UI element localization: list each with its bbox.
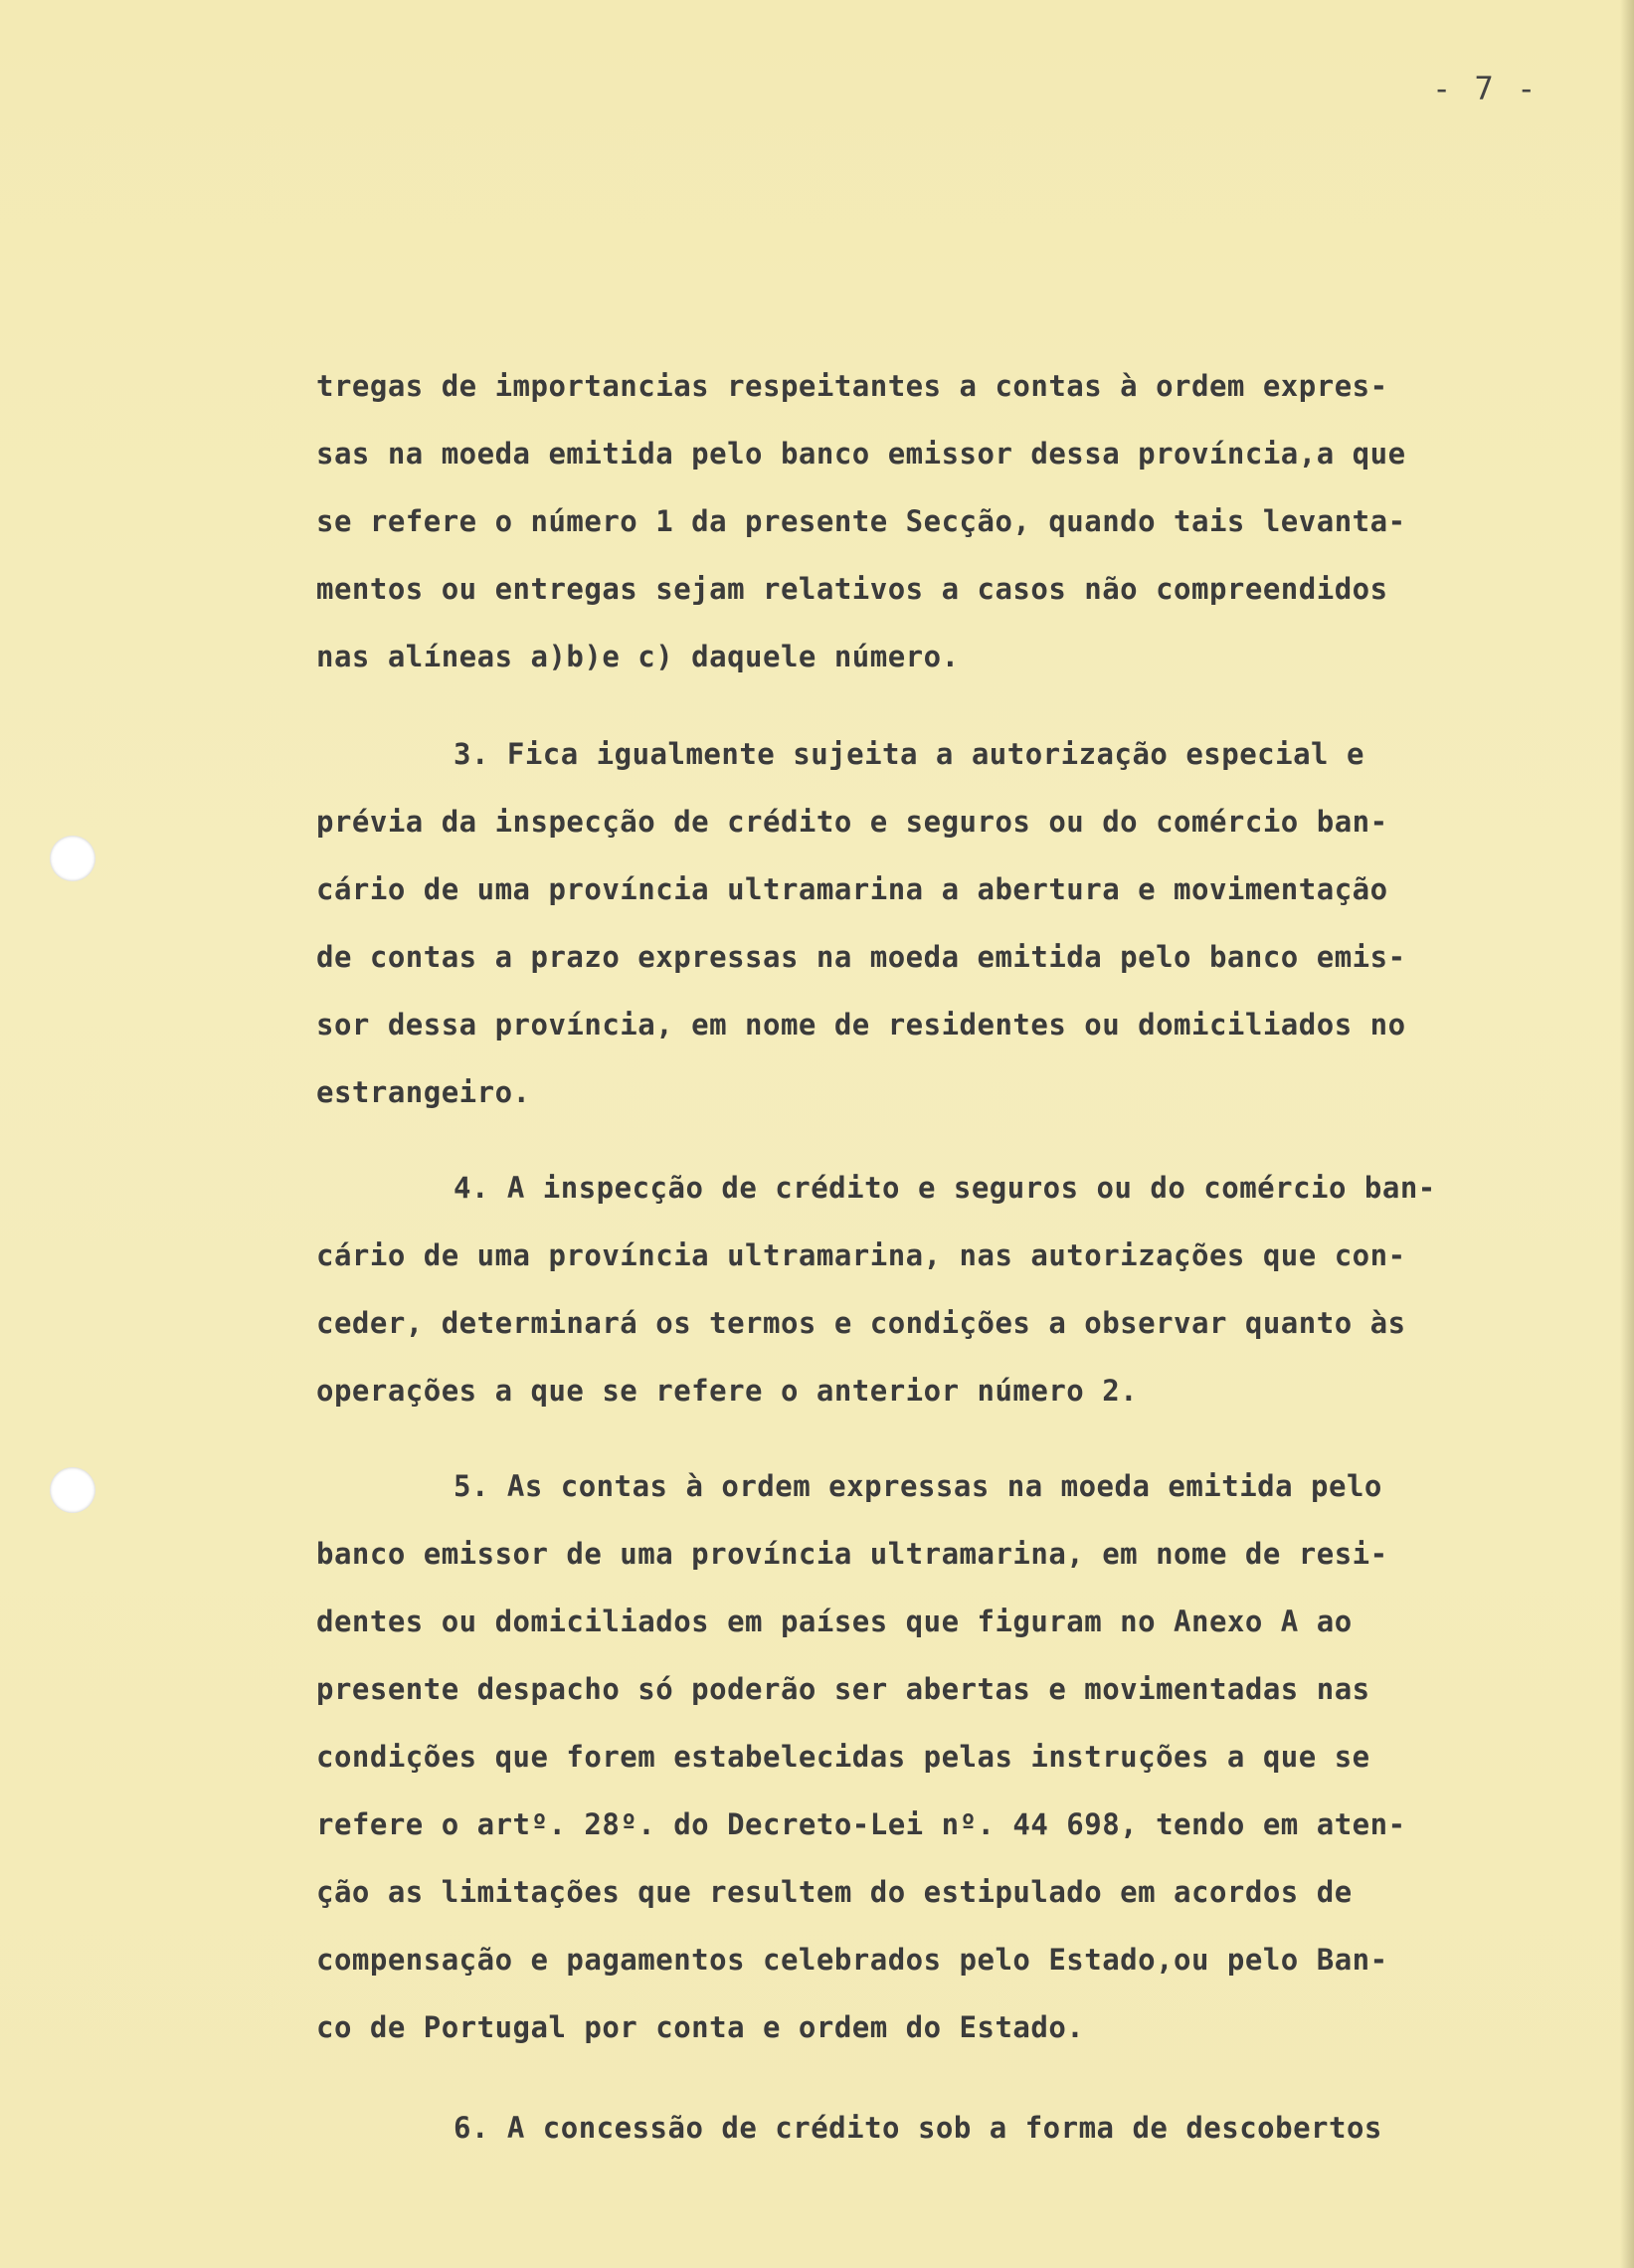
text-line: tregas de importancias respeitantes a contas à ordem expres- bbox=[316, 369, 1388, 403]
text-line: cário de uma província ultramarina, nas autorizações que con- bbox=[316, 1238, 1406, 1272]
page-number: - 7 - bbox=[1432, 70, 1539, 107]
page-edge-shadow bbox=[1620, 0, 1634, 2268]
text-line: 5. As contas à ordem expressas na moeda emitida pelo bbox=[454, 1469, 1382, 1503]
text-line: co de Portugal por conta e ordem do Estado. bbox=[316, 2010, 1085, 2044]
text-line: dentes ou domiciliados em países que figuram no Anexo A ao bbox=[316, 1605, 1353, 1638]
text-line: estrangeiro. bbox=[316, 1075, 531, 1109]
text-line: 4. A inspecção de crédito e seguros ou do comércio ban- bbox=[454, 1171, 1436, 1205]
text-line: 3. Fica igualmente sujeita a autorização especial e bbox=[454, 737, 1364, 771]
text-line: ção as limitações que resultem do estipulado em acordos de bbox=[316, 1875, 1353, 1909]
text-line: ceder, determinará os termos e condições a observar quanto às bbox=[316, 1306, 1406, 1340]
paragraph-4 bbox=[316, 1154, 1510, 1424]
text-line: se refere o número 1 da presente Secção, quando tais levanta- bbox=[316, 504, 1406, 538]
paragraph-6 bbox=[316, 2094, 1510, 2162]
text-line: de contas a prazo expressas na moeda emitida pelo banco emis- bbox=[316, 940, 1406, 974]
text-line: compensação e pagamentos celebrados pelo Estado,ou pelo Ban- bbox=[316, 1943, 1388, 1977]
punch-hole-bottom bbox=[50, 1467, 95, 1513]
paragraph-continuation bbox=[316, 352, 1510, 690]
punch-hole-top bbox=[50, 836, 95, 881]
paragraph-3 bbox=[316, 720, 1510, 1126]
text-line: mentos ou entregas sejam relativos a casos não compreendidos bbox=[316, 572, 1388, 606]
text-line: cário de uma província ultramarina a abertura e movimentação bbox=[316, 872, 1388, 906]
text-line: prévia da inspecção de crédito e seguros ou do comércio ban- bbox=[316, 805, 1388, 839]
text-line: sas na moeda emitida pelo banco emissor dessa província,a que bbox=[316, 437, 1406, 471]
paragraph-5 bbox=[316, 1452, 1510, 2061]
text-line: refere o artº. 28º. do Decreto-Lei nº. 44 698, tendo em aten- bbox=[316, 1807, 1406, 1841]
text-line: presente despacho só poderão ser abertas e movimentadas nas bbox=[316, 1672, 1370, 1706]
text-line: sor dessa província, em nome de residentes ou domiciliados no bbox=[316, 1008, 1406, 1041]
text-line: operações a que se refere o anterior número 2. bbox=[316, 1374, 1139, 1408]
text-line: 6. A concessão de crédito sob a forma de descobertos bbox=[454, 2111, 1382, 2145]
text-line: nas alíneas a)b)e c) daquele número. bbox=[316, 640, 960, 673]
text-line: banco emissor de uma província ultramarina, em nome de resi- bbox=[316, 1537, 1388, 1571]
text-line: condições que forem estabelecidas pelas instruções a que se bbox=[316, 1740, 1370, 1774]
